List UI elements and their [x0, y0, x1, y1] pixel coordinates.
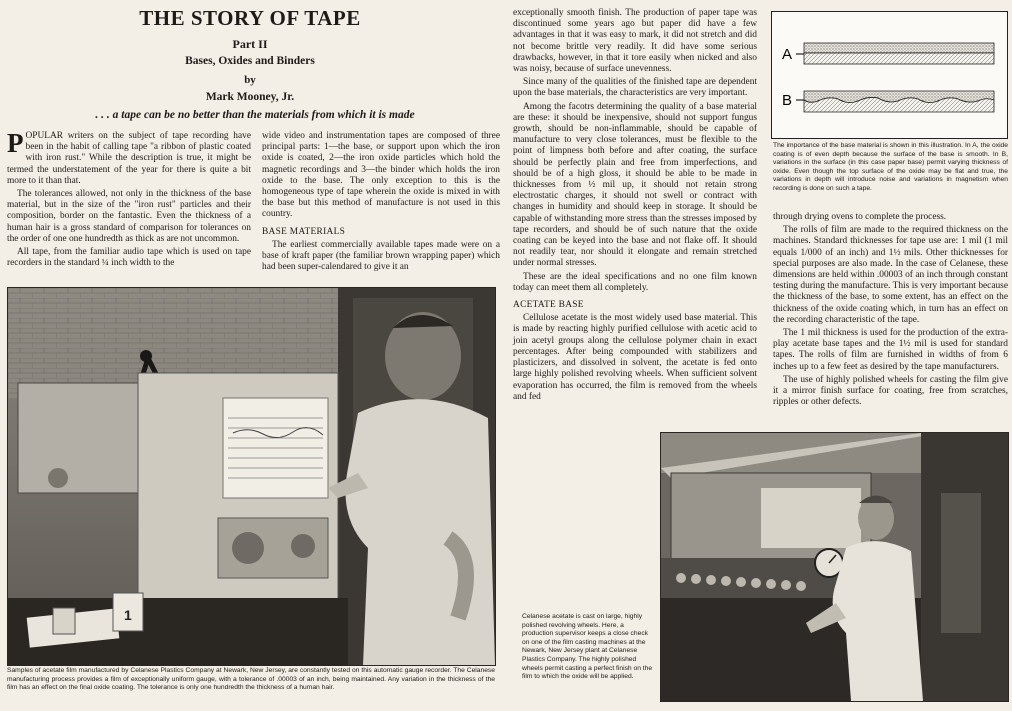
byline-by: by	[244, 74, 256, 86]
paragraph: All tape, from the familiar audio tape which is used on tape recorders in the standard ¼ inch width to the	[7, 247, 251, 269]
base-layer-smooth	[804, 53, 994, 64]
photo-gauge-recorder-image	[8, 288, 495, 665]
paragraph: The tolerances allowed, not only in the thickness of the base material, but in the size of the "iron rust" particles and their composition, border on the fantastic. Even the thickness of a human hair is a gross standard of comparison for tolerances on the order of one one hundredth as thick as are not uncommon.	[7, 189, 251, 244]
diagram-drawing	[772, 12, 1007, 138]
paragraph: The 1 mil thickness is used for the production of the extra-play acetate base tapes and the 1½ mil is used for standard tapes. The rolls of film are furnished in widths of from 6 inches up to a few feet as desired by the tape manufacturers.	[773, 328, 1008, 372]
article-subtitle: Bases, Oxides and Binders	[185, 55, 315, 67]
paragraph: exceptionally smooth finish. The production of paper tape was discontinued some years ago but paper did have a few advantages in that it was easy to mark, it did not stretch and did not become brittle very readily. It did have some serious drawbacks, however, in that it tore easily when nicked and also was noisy, because of surface unevenness.	[513, 8, 757, 75]
paragraph: The use of highly polished wheels for casting the film give it a mirror finish surface for coating, free from scratches, ripples or other defects.	[773, 374, 1008, 408]
paragraph: wide video and instrumentation tapes are composed of three principal parts: 1—the base, or support upon which the iron oxide is coated, 2—the iron oxide particles which hold the magnetic recordings and 3—the binder which holds the iron oxide to the base. The only exception to this is the homogeneous type of tape wherein the oxide is mixed in with the base but this method of manufacture is not used in this country.	[262, 131, 500, 220]
text-column-1	[7, 128, 251, 271]
text-column-4	[773, 212, 1008, 410]
photo-gauge-recorder	[7, 287, 496, 666]
photo-casting-machine-image	[661, 433, 1008, 701]
section-heading-acetate-base: ACETATE BASE	[513, 300, 584, 311]
paragraph: Since many of the qualities of the finished tape are dependent upon the base materials, the characteristics are very important.	[513, 77, 757, 99]
diagram-caption: The importance of the base material is shown in this illustration. In A, the oxide coating is of even depth because the surface of the base is smooth. In B, variations in the surface (in this case paper base) permit varying thickness of oxide. Even though the top surface of the oxide may be flat and true, the variations in depth will introduce noise and variations in magnetism when recording is done on such a tape.	[773, 142, 1008, 192]
paragraph: The rolls of film are made to the required thickness on the machines. Standard thicknesses for tape use are: 1 mil (1 mil equals 1/000 of an inch) and 1½ mils. Other thicknesses for special purposes are also made. In the case of Celanese, these dimensions are held within .00003 of an inch through constant testing during the manufacture. This is very important because the thickness of the base, to some extent, has an effect on the thickness of the oxide coating which, in turn has an effect on the recording characteristic of the tape.	[773, 225, 1008, 325]
article-tagline: . . . a tape can be no better than the materials from which it is made	[95, 109, 415, 121]
photo-gauge-recorder-caption: Samples of acetate film manufactured by Celanese Plastics Company at Newark, New Jersey, are constantly tested on this automatic gauge recorder. The Celanese manufacturing process provides a film of exceptionally uniform gauge, with a tolerance of .00003 of an inch, being maintained. Any variation in the thickness of the film has an effect on the final oxide coating. The tolerance is only one hundredth the thickness of a human hair.	[7, 667, 495, 692]
diagram-label-b: B	[782, 92, 793, 109]
section-heading-base-materials: BASE MATERIALS	[262, 226, 346, 237]
text-column-3	[513, 8, 757, 405]
paragraph: The earliest commercially available tapes made were on a base of kraft paper (the familiar brown wrapping paper) which had been super-calendared to give it an	[262, 239, 500, 273]
tape-cross-section-diagram	[771, 11, 1008, 139]
paragraph: These are the ideal specifications and no one film known today can meet them all completely.	[513, 271, 757, 293]
photo-casting-machine	[660, 432, 1009, 702]
author-name: Mark Mooney, Jr.	[205, 91, 295, 103]
article-title: THE STORY OF TAPE	[139, 6, 361, 30]
article-part: Part II	[232, 37, 268, 51]
text-column-2	[262, 131, 500, 275]
sample-tag-number: 1	[124, 607, 132, 623]
photo-casting-machine-caption: Celanese acetate is cast on large, highly polished revolving wheels. Here, a production supervisor keeps a close check on one of the film casting machines at the Newark, New Jersey plant at Celanese Plastics Company. The highly polished wheels permit casting a perfect finish on the film to which the oxide will be applied.	[522, 613, 653, 681]
paragraph: through drying ovens to complete the process.	[773, 212, 947, 222]
paragraph: POPULAR writers on the subject of tape recording have been in the habit of calling tape "a ribbon of plastic coated with iron rust." While the description is true, it might be termed the understatement of the year for there is quite a bit more to it than that.	[7, 128, 251, 186]
diagram-label-a: A	[782, 46, 793, 63]
paragraph: Among the facotrs determining the quality of a base material are these: it should be inexpensive, should not support fungus growth, should be non-inflammable, should be capable of manufacture to very close tolerances, must be flexible to the point of limpness both before and after coating, the surface should be perfectly plain and free from imperfections, and should be of a high gloss, it should be able to be made in thicknesses from ½ mil up, it should not retain strong electrostatic charges, it should not swell or contract with changes in humidity and should keep in storage. It should be capable of withstanding more stress than the stresses imposed by tape recorders, and should be of such nature that the oxide coating can be keyed into the base and not flake off. It should not readily tear, nor should it elongate and remain stretched under normal stresses.	[513, 101, 757, 269]
paragraph: Cellulose acetate is the most widely used base material. This is made by reacting highly purified cellulose with acetic acid to join acetyl groups along the cellulose polymer chain in exact percentages. After being compounded with stabilizers and plasticizers, and dissolved in solvent, the acetate is fed onto large highly polished revolving wheels. When sufficient solvent evaporation has occurred, the film is removed from the wheels and fed	[513, 313, 757, 402]
drop-cap: P	[7, 128, 24, 158]
oxide-layer-even	[804, 43, 994, 53]
